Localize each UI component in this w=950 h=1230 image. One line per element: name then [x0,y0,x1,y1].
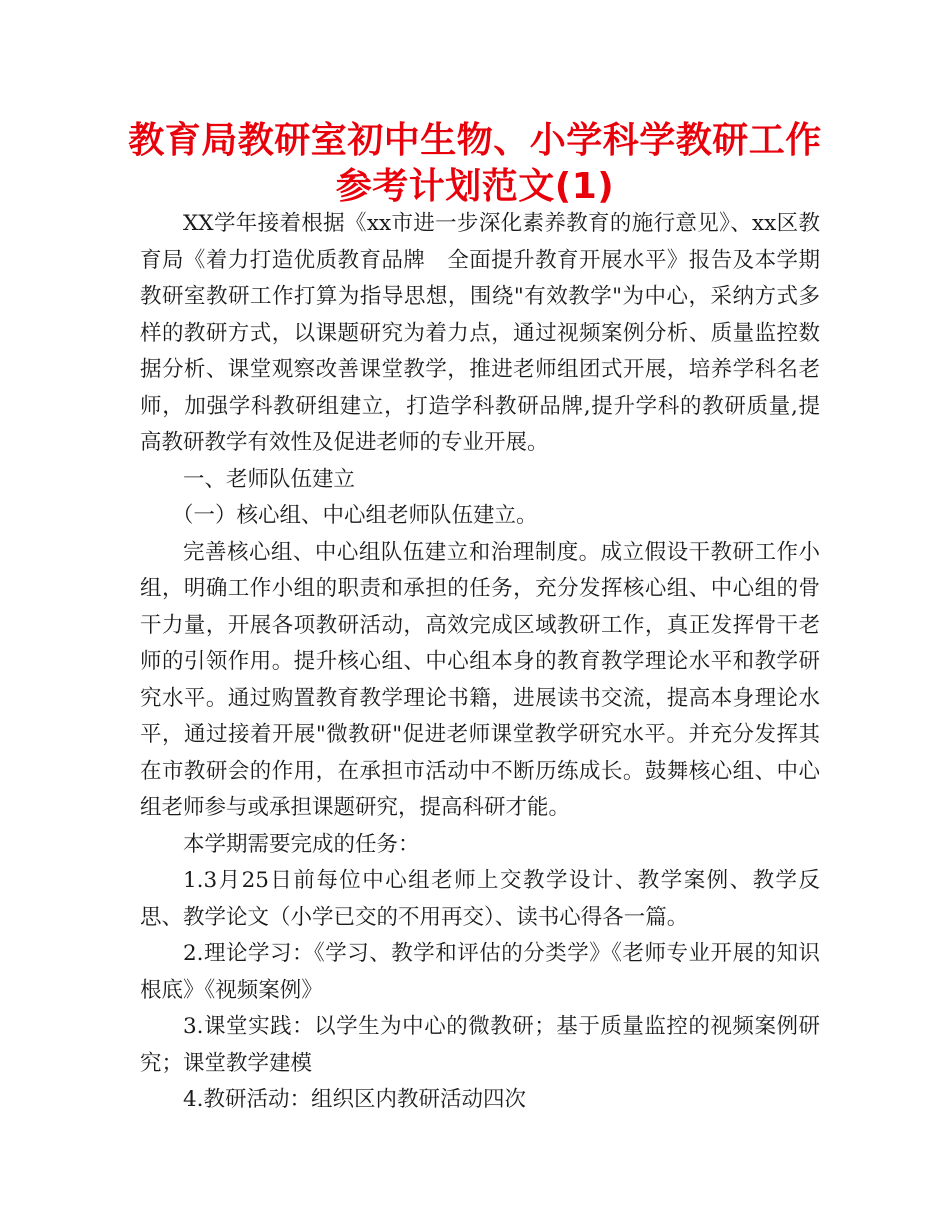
intro-paragraph: XX学年接着根据《xx市进一步深化素养教育的施行意见》、xx区教育局《着力打造优质教育品牌 全面提升教育开展水平》报告及本学期教研室教研工作打算为指导思想，围绕"有效教学"为中心，采纳方式多样的教研方式，以课题研究为着力点，通过视频案例分析、质量监控数据分析、课堂观察改善课堂教学，推进老师组团式开展，培养学科名老师，加强学科教研组建立，打造学科教研品牌,提升学科的教研质量,提高教研教学有效性及促进老师的专业开展。 [140,211,820,455]
document-body [140,206,820,1119]
document-title: 教育局教研室初中生物、小学科学教研工作参考计划范文(1) [128,120,822,207]
task-item-2: 2.理论学习：《学习、教学和评估的分类学》《老师专业开展的知识根底》《视频案例》 [140,941,820,1003]
body-paragraph: 完善核心组、中心组队伍建立和治理制度。成立假设干教研工作小组，明确工作小组的职责和承担的任务，充分发挥核心组、中心组的骨干力量，开展各项教研活动，高效完成区域教研工作，真正发挥骨干老师的引领作用。提升核心组、中心组本身的教育教学理论水平和教学研究水平。通过购置教育教学理论书籍，进展读书交流，提高本身理论水平，通过接着开展"微教研"促进老师课堂教学研究水平。并充分发挥其在市教研会的作用，在承担市活动中不断历练成长。鼓舞核心组、中心组老师参与或承担课题研究，提高科研才能。 [140,539,820,820]
task-item-3: 3.课堂实践：以学生为中心的微教研；基于质量监控的视频案例研究；课堂教学建模 [140,1014,820,1076]
section-heading: 一、老师队伍建立 [183,466,356,492]
subsection-heading: （一）核心组、中心组老师队伍建立。 [172,503,538,528]
task-item-1: 1.3月25日前每位中心组老师上交教学设计、教学案例、教学反思、教学论文（小学已交的不用再交）、读书心得各一篇。 [140,868,820,930]
tasks-heading: 本学期需要完成的任务： [183,831,420,857]
task-item-4: 4.教研活动：组织区内教研活动四次 [183,1087,527,1112]
